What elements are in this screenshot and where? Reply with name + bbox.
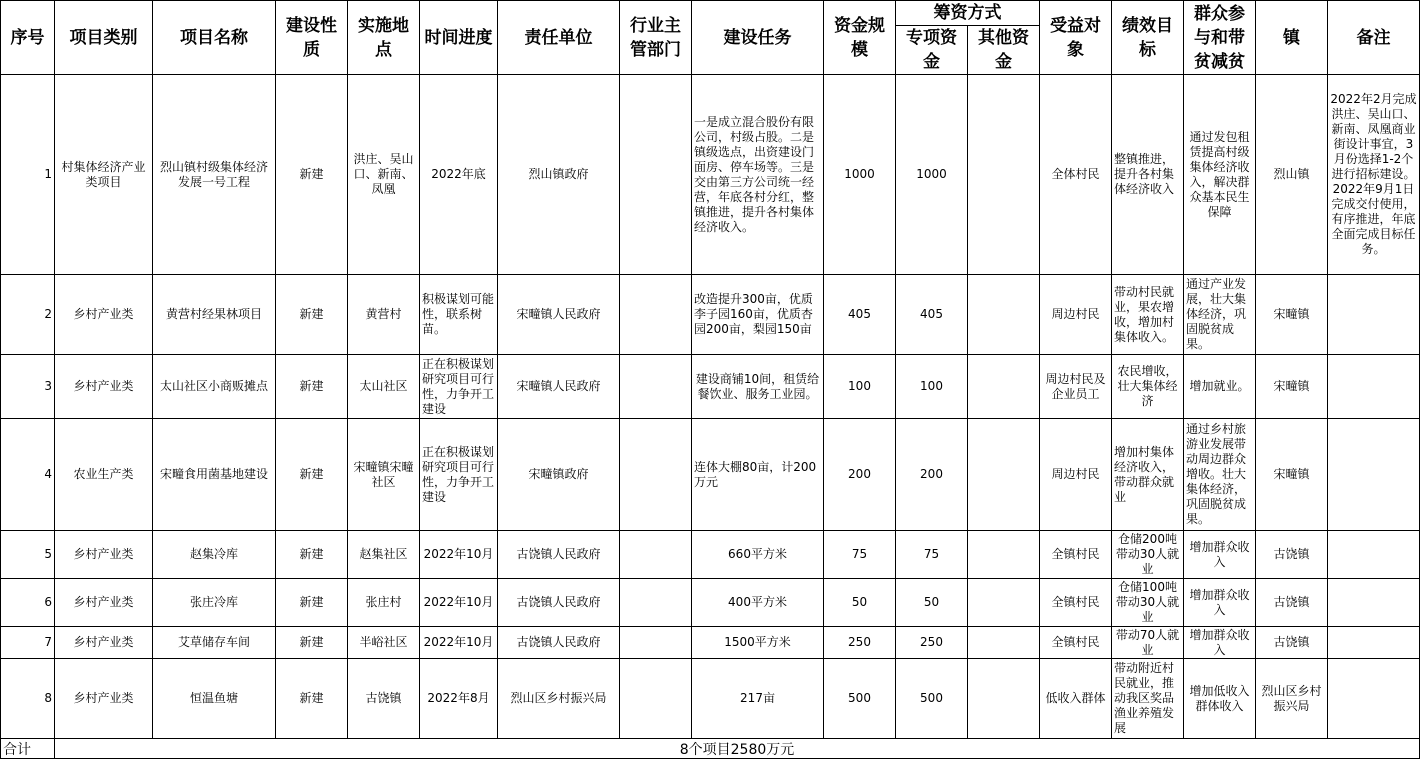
cell-remark: [1328, 419, 1420, 531]
cell-special: 500: [896, 659, 968, 739]
cell-responsible: 宋疃镇人民政府: [498, 355, 620, 419]
cell-category: 乡村产业类: [55, 275, 153, 355]
cell-remark: [1328, 531, 1420, 579]
cell-seq: 6: [1, 579, 55, 627]
cell-nature: 新建: [276, 275, 348, 355]
cell-seq: 5: [1, 531, 55, 579]
cell-participation: 增加低收入群体收入: [1184, 659, 1256, 739]
cell-location: 黄营村: [348, 275, 420, 355]
cell-task: 改造提升300亩，优质李子园160亩，优质杏园200亩，梨园150亩: [692, 275, 824, 355]
cell-dept: [620, 627, 692, 659]
header-name: 项目名称: [153, 1, 276, 75]
cell-location: 半峪社区: [348, 627, 420, 659]
cell-beneficiary: 全体村民: [1040, 75, 1112, 275]
header-beneficiary: 受益对象: [1040, 1, 1112, 75]
cell-other: [968, 275, 1040, 355]
cell-other: [968, 627, 1040, 659]
cell-special: 405: [896, 275, 968, 355]
cell-location: 宋疃镇宋疃社区: [348, 419, 420, 531]
cell-town: 宋疃镇: [1256, 355, 1328, 419]
header-scale: 资金规模: [824, 1, 896, 75]
cell-scale: 250: [824, 627, 896, 659]
cell-dept: [620, 419, 692, 531]
cell-category: 乡村产业类: [55, 579, 153, 627]
cell-participation: 通过乡村旅游业发展带动周边群众增收。壮大集体经济，巩固脱贫成果。: [1184, 419, 1256, 531]
cell-name: 艾草储存车间: [153, 627, 276, 659]
cell-goal: 农民增收，壮大集体经济: [1112, 355, 1184, 419]
cell-location: 太山社区: [348, 355, 420, 419]
cell-nature: 新建: [276, 355, 348, 419]
cell-beneficiary: 全镇村民: [1040, 531, 1112, 579]
header-remark: 备注: [1328, 1, 1420, 75]
cell-special: 200: [896, 419, 968, 531]
cell-town: 烈山区乡村振兴局: [1256, 659, 1328, 739]
cell-seq: 3: [1, 355, 55, 419]
header-seq: 序号: [1, 1, 55, 75]
cell-location: 古饶镇: [348, 659, 420, 739]
cell-name: 烈山镇村级集体经济发展一号工程: [153, 75, 276, 275]
cell-town: 宋疃镇: [1256, 419, 1328, 531]
cell-responsible: 古饶镇人民政府: [498, 627, 620, 659]
cell-name: 太山社区小商贩摊点: [153, 355, 276, 419]
cell-schedule: 积极谋划可能性，联系树苗。: [420, 275, 498, 355]
cell-nature: 新建: [276, 579, 348, 627]
cell-category: 乡村产业类: [55, 531, 153, 579]
table-row: [1, 75, 1420, 275]
cell-special: 250: [896, 627, 968, 659]
cell-seq: 8: [1, 659, 55, 739]
cell-remark: [1328, 579, 1420, 627]
cell-participation: 增加群众收入: [1184, 579, 1256, 627]
cell-goal: 带动70人就业: [1112, 627, 1184, 659]
cell-schedule: 正在积极谋划研究项目可行性，力争开工建设: [420, 419, 498, 531]
cell-responsible: 宋疃镇政府: [498, 419, 620, 531]
total-label: 合计: [1, 739, 55, 759]
cell-goal: 带动附近村民就业，推动我区奖品渔业养殖发展: [1112, 659, 1184, 739]
cell-schedule: 2022年8月: [420, 659, 498, 739]
cell-schedule: 正在积极谋划研究项目可行性，力争开工建设: [420, 355, 498, 419]
header-location: 实施地点: [348, 1, 420, 75]
cell-name: 黄营村经果林项目: [153, 275, 276, 355]
cell-remark: [1328, 627, 1420, 659]
cell-responsible: 古饶镇人民政府: [498, 531, 620, 579]
cell-nature: 新建: [276, 531, 348, 579]
cell-scale: 75: [824, 531, 896, 579]
cell-responsible: 宋疃镇人民政府: [498, 275, 620, 355]
cell-dept: [620, 275, 692, 355]
cell-seq: 1: [1, 75, 55, 275]
cell-scale: 100: [824, 355, 896, 419]
cell-remark: [1328, 355, 1420, 419]
cell-other: [968, 579, 1040, 627]
cell-beneficiary: 周边村民及企业员工: [1040, 355, 1112, 419]
cell-task: 建设商铺10间，租赁给餐饮业、服务工业园。: [692, 355, 824, 419]
cell-other: [968, 659, 1040, 739]
cell-schedule: 2022年10月: [420, 627, 498, 659]
cell-dept: [620, 659, 692, 739]
cell-beneficiary: 全镇村民: [1040, 579, 1112, 627]
cell-category: 乡村产业类: [55, 627, 153, 659]
cell-location: 赵集社区: [348, 531, 420, 579]
total-row: [1, 739, 1420, 759]
cell-nature: 新建: [276, 419, 348, 531]
table-row: [1, 531, 1420, 579]
header-task: 建设任务: [692, 1, 824, 75]
cell-dept: [620, 75, 692, 275]
cell-other: [968, 419, 1040, 531]
cell-schedule: 2022年底: [420, 75, 498, 275]
cell-responsible: 烈山镇政府: [498, 75, 620, 275]
cell-task: 一是成立混合股份有限公司，村级占股。二是镇级选点，出资建设门面房、停车场等。三是交由第三方公司统一经营，年底各村分红，整镇推进，提升各村集体经济收入。: [692, 75, 824, 275]
cell-dept: [620, 579, 692, 627]
header-goal: 绩效目标: [1112, 1, 1184, 75]
cell-name: 恒温鱼塘: [153, 659, 276, 739]
cell-category: 乡村产业类: [55, 659, 153, 739]
cell-name: 张庄冷库: [153, 579, 276, 627]
cell-special: 1000: [896, 75, 968, 275]
cell-seq: 2: [1, 275, 55, 355]
cell-remark: [1328, 275, 1420, 355]
cell-participation: 增加群众收入: [1184, 531, 1256, 579]
header-category: 项目类别: [55, 1, 153, 75]
header-responsible: 责任单位: [498, 1, 620, 75]
cell-name: 宋疃食用菌基地建设: [153, 419, 276, 531]
cell-town: 古饶镇: [1256, 531, 1328, 579]
cell-beneficiary: 全镇村民: [1040, 627, 1112, 659]
cell-participation: 通过发包租赁提高村级集体经济收入，解决群众基本民生保障: [1184, 75, 1256, 275]
cell-category: 乡村产业类: [55, 355, 153, 419]
header-funding: 筹资方式: [896, 1, 1040, 26]
cell-remark: 2022年2月完成洪庄、吴山口、新南、凤凰商业街设计事宜，3月份选择1-2个进行招标建设。2022年9月1日完成交付使用，有序推进，年底全面完成目标任务。: [1328, 75, 1420, 275]
cell-beneficiary: 周边村民: [1040, 419, 1112, 531]
cell-scale: 405: [824, 275, 896, 355]
cell-nature: 新建: [276, 75, 348, 275]
cell-schedule: 2022年10月: [420, 531, 498, 579]
cell-category: 农业生产类: [55, 419, 153, 531]
cell-special: 75: [896, 531, 968, 579]
cell-scale: 50: [824, 579, 896, 627]
cell-nature: 新建: [276, 659, 348, 739]
cell-task: 400平方米: [692, 579, 824, 627]
cell-participation: 增加群众收入: [1184, 627, 1256, 659]
cell-scale: 1000: [824, 75, 896, 275]
cell-dept: [620, 531, 692, 579]
cell-name: 赵集冷库: [153, 531, 276, 579]
cell-goal: 整镇推进，提升各村集体经济收入: [1112, 75, 1184, 275]
cell-town: 宋疃镇: [1256, 275, 1328, 355]
cell-goal: 仓储200吨带动30人就业: [1112, 531, 1184, 579]
total-value: 8个项目2580万元: [55, 739, 1420, 759]
cell-task: 217亩: [692, 659, 824, 739]
cell-responsible: 烈山区乡村振兴局: [498, 659, 620, 739]
header-other: 其他资金: [968, 26, 1040, 75]
header-schedule: 时间进度: [420, 1, 498, 75]
cell-other: [968, 355, 1040, 419]
cell-schedule: 2022年10月: [420, 579, 498, 627]
table-row: [1, 627, 1420, 659]
table-row: [1, 355, 1420, 419]
cell-goal: 增加村集体经济收入，带动群众就业: [1112, 419, 1184, 531]
cell-dept: [620, 355, 692, 419]
table-header: [1, 1, 1420, 75]
cell-town: 古饶镇: [1256, 579, 1328, 627]
cell-participation: 增加就业。: [1184, 355, 1256, 419]
header-special: 专项资金: [896, 26, 968, 75]
cell-other: [968, 531, 1040, 579]
cell-beneficiary: 周边村民: [1040, 275, 1112, 355]
cell-task: 连体大棚80亩，计200万元: [692, 419, 824, 531]
cell-goal: 仓储100吨带动30人就业: [1112, 579, 1184, 627]
cell-scale: 500: [824, 659, 896, 739]
cell-scale: 200: [824, 419, 896, 531]
cell-seq: 7: [1, 627, 55, 659]
cell-participation: 通过产业发展，壮大集体经济，巩固脱贫成果。: [1184, 275, 1256, 355]
cell-location: 洪庄、吴山口、新南、凤凰: [348, 75, 420, 275]
cell-special: 50: [896, 579, 968, 627]
header-dept: 行业主管部门: [620, 1, 692, 75]
table-row: [1, 275, 1420, 355]
table-row: [1, 419, 1420, 531]
cell-task: 660平方米: [692, 531, 824, 579]
header-participation: 群众参与和带贫减贫: [1184, 1, 1256, 75]
table-row: [1, 659, 1420, 739]
header-nature: 建设性质: [276, 1, 348, 75]
header-town: 镇: [1256, 1, 1328, 75]
cell-town: 烈山镇: [1256, 75, 1328, 275]
cell-nature: 新建: [276, 627, 348, 659]
cell-task: 1500平方米: [692, 627, 824, 659]
cell-responsible: 古饶镇人民政府: [498, 579, 620, 627]
cell-category: 村集体经济产业类项目: [55, 75, 153, 275]
cell-location: 张庄村: [348, 579, 420, 627]
cell-town: 古饶镇: [1256, 627, 1328, 659]
cell-special: 100: [896, 355, 968, 419]
cell-seq: 4: [1, 419, 55, 531]
table-row: [1, 579, 1420, 627]
cell-beneficiary: 低收入群体: [1040, 659, 1112, 739]
cell-remark: [1328, 659, 1420, 739]
cell-goal: 带动村民就业，果农增收，增加村集体收入。: [1112, 275, 1184, 355]
cell-other: [968, 75, 1040, 275]
table-body: [1, 75, 1420, 759]
